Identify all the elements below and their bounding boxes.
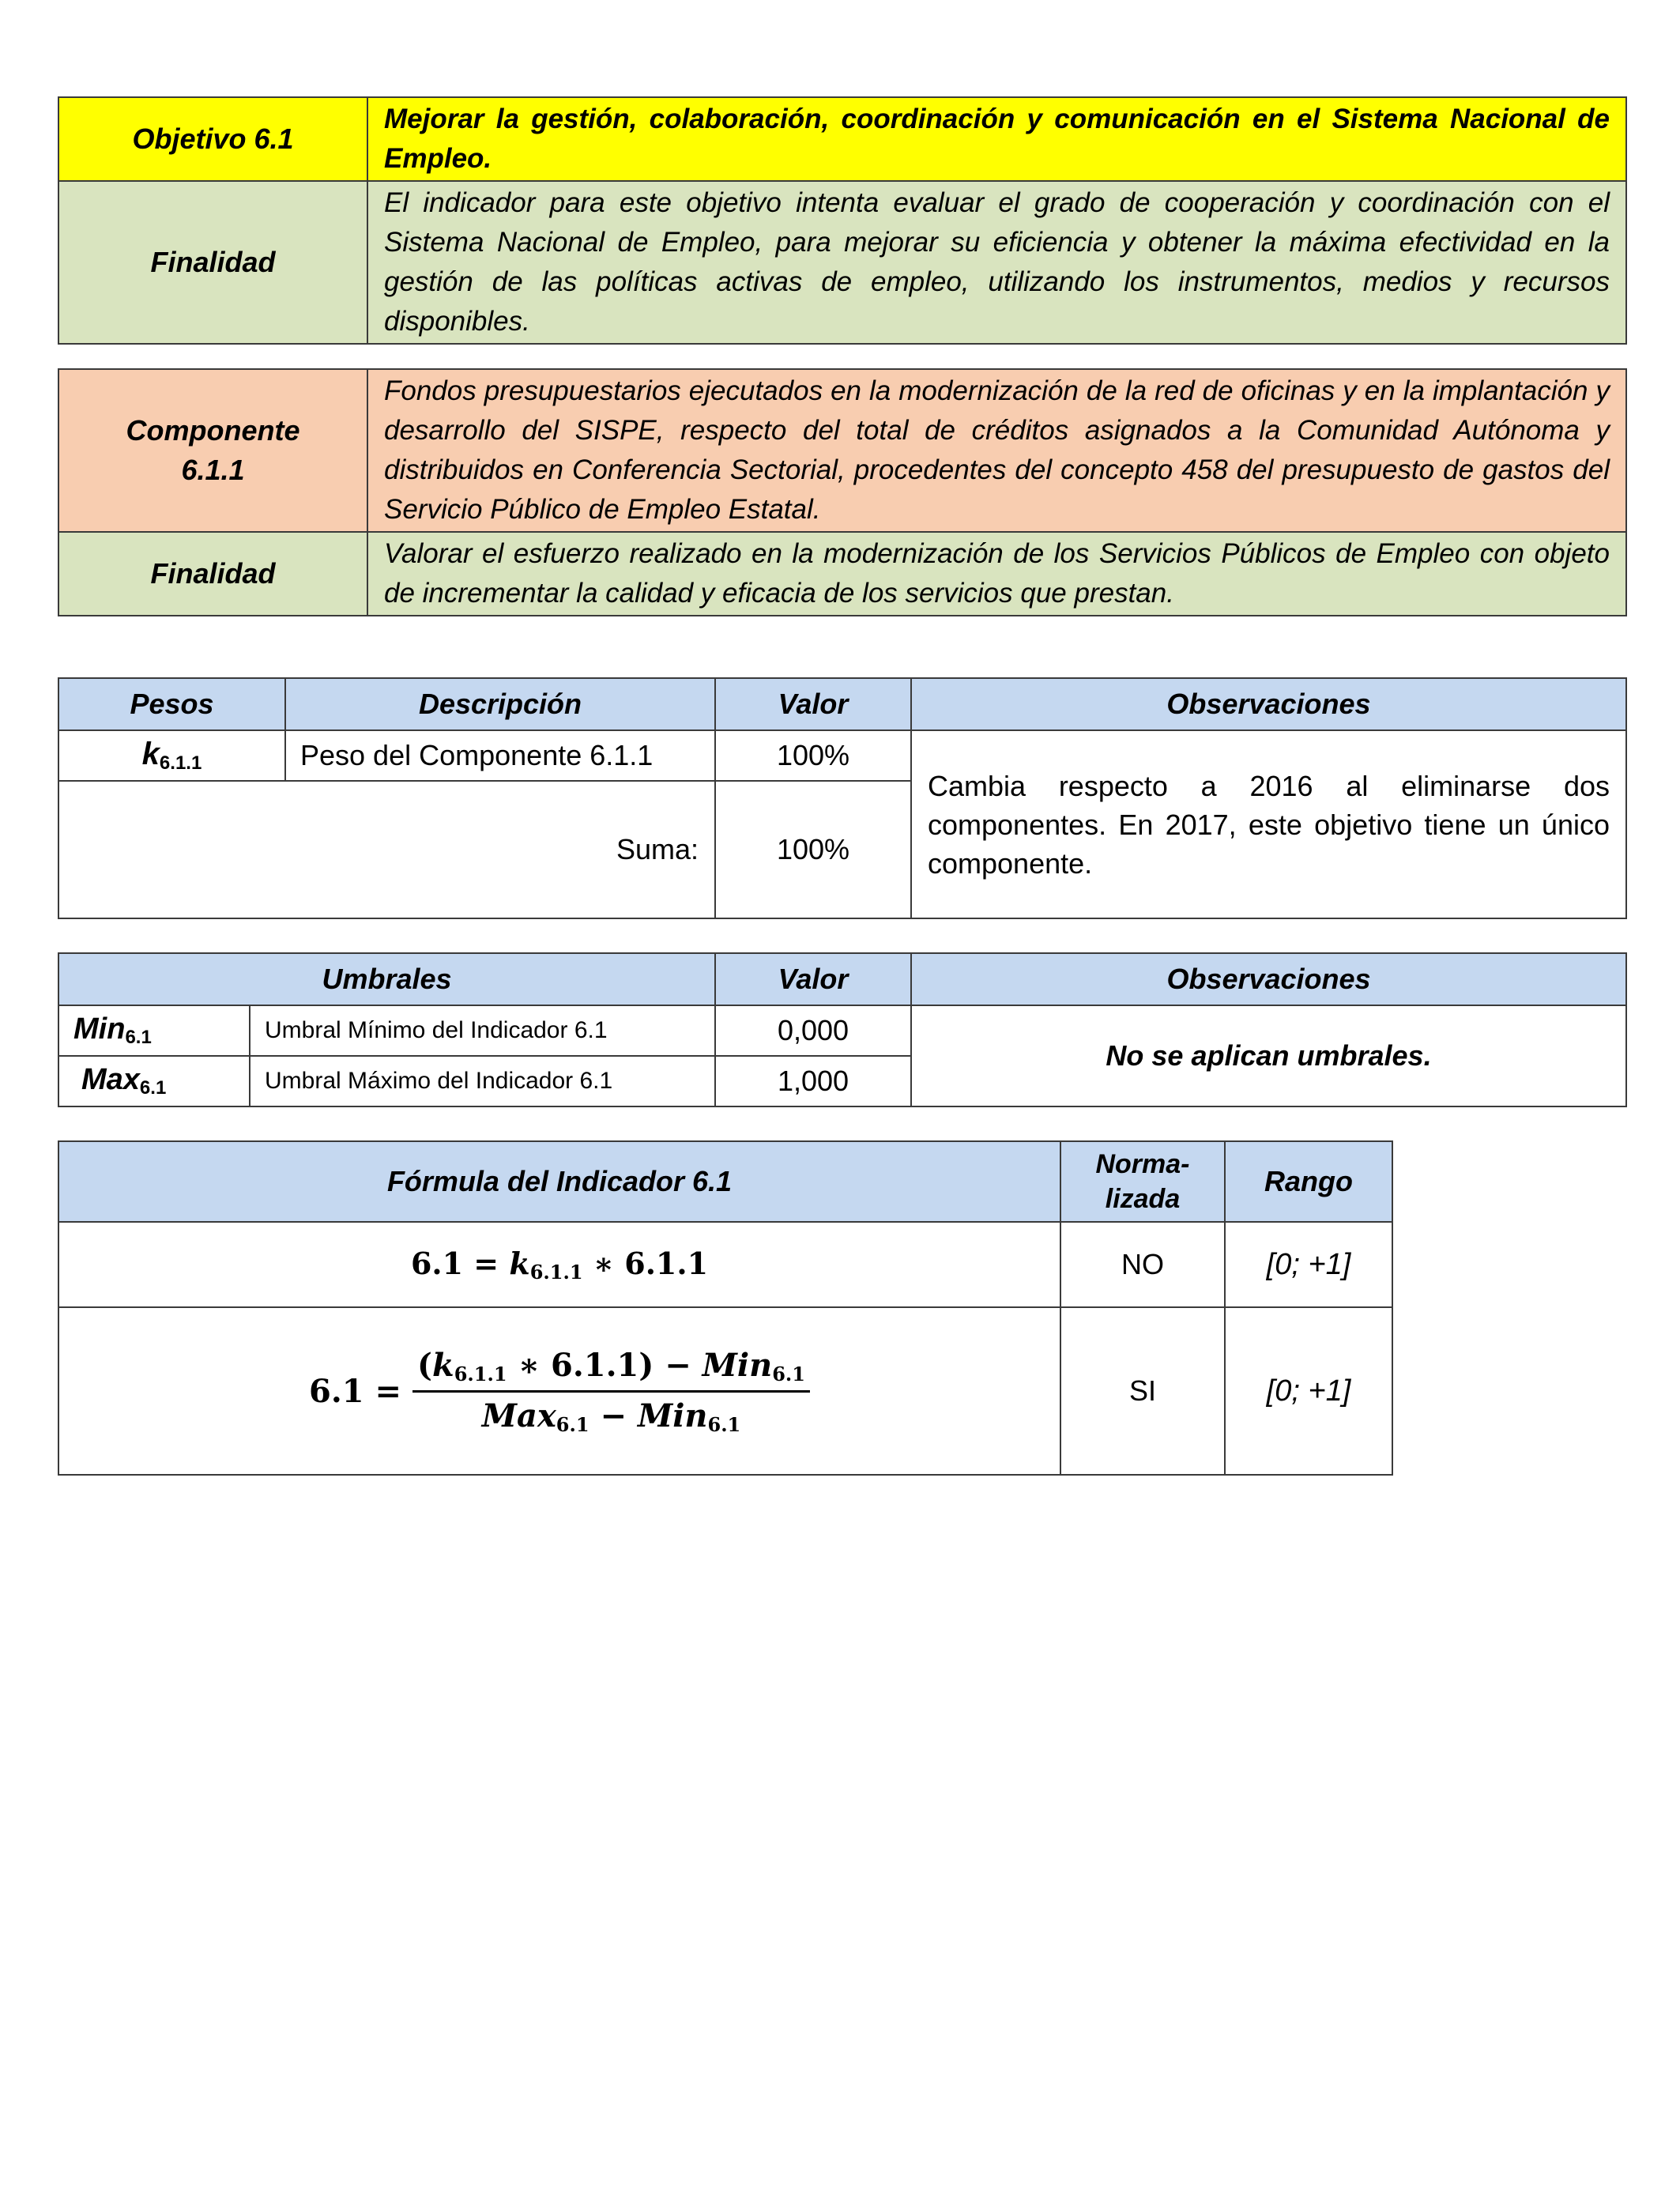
umbral-min-symbol-text: Min bbox=[73, 1012, 126, 1046]
peso-symbol-sub: 6.1.1 bbox=[159, 752, 202, 774]
eq2-den-minus: − bbox=[589, 1397, 638, 1434]
umbrales-table bbox=[58, 952, 1627, 1107]
eq2-den-minsub: 6.1 bbox=[707, 1412, 741, 1436]
umbral-min-sub: 6.1 bbox=[125, 1027, 152, 1048]
pesos-suma-valor: 100% bbox=[715, 781, 911, 918]
formula-row2-normalizada: SI bbox=[1060, 1307, 1225, 1475]
formula-row1-rango: [0; +1] bbox=[1225, 1222, 1392, 1307]
objetivo-finalidad-text: El indicador para este objetivo intenta evaluar el grado de cooperación y coordinación con el Sistema Nacional de Empleo, para mejorar su eficiencia y obtener la máxima efectividad en la gestión de las políticas activas de empleo, utilizando los instrumentos, medios y recursos disponibles. bbox=[367, 181, 1626, 344]
umbral-max-descripcion: Umbral Máximo del Indicador 6.1 bbox=[250, 1056, 715, 1106]
umbral-max-sub: 6.1 bbox=[139, 1077, 167, 1099]
formula-table bbox=[58, 1140, 1393, 1476]
eq1-k: k bbox=[509, 1246, 530, 1281]
eq2-denominator bbox=[477, 1393, 746, 1436]
pesos-table bbox=[58, 677, 1627, 919]
eq2-ksub: 6.1.1 bbox=[454, 1362, 507, 1385]
eq2-den-max: Max bbox=[481, 1397, 556, 1434]
componente-table bbox=[58, 368, 1627, 616]
formula-row2-rango: [0; +1] bbox=[1225, 1307, 1392, 1475]
umbral-min-symbol bbox=[58, 1005, 250, 1056]
componente-text: Fondos presupuestarios ejecutados en la modernización de la red de oficinas y en la implantación y desarrollo del SISPE, respecto del total de créditos asignados a la Comunidad Autónoma y distribuidos en Conferencia Sectorial, procedentes del concepto 458 del presupuesto de gastos del Servicio Público de Empleo Estatal. bbox=[367, 369, 1626, 532]
eq1-lhs: 6.1 = bbox=[410, 1246, 499, 1281]
formula-header-norm-line2: lizada bbox=[1105, 1184, 1181, 1214]
componente-finalidad-label: Finalidad bbox=[58, 532, 367, 616]
formula-eq2 bbox=[58, 1307, 1060, 1475]
peso-valor: 100% bbox=[715, 730, 911, 781]
umbrales-header-valor: Valor bbox=[715, 953, 911, 1005]
objetivo-table bbox=[58, 96, 1627, 345]
eq2-minsub: 6.1 bbox=[772, 1362, 805, 1385]
eq2-fraction bbox=[412, 1347, 810, 1436]
eq2-den-min: Min bbox=[637, 1397, 708, 1434]
umbral-max-valor: 1,000 bbox=[715, 1056, 911, 1106]
formula-header-norm-line1: Norma- bbox=[1095, 1149, 1190, 1179]
umbral-min-valor: 0,000 bbox=[715, 1005, 911, 1056]
componente-label-line1: Componente bbox=[126, 414, 300, 447]
umbrales-header-observaciones: Observaciones bbox=[911, 953, 1626, 1005]
umbrales-observaciones: No se aplican umbrales. bbox=[911, 1005, 1626, 1106]
formula-header-formula: Fórmula del Indicador 6.1 bbox=[58, 1141, 1060, 1222]
eq2-k: k bbox=[431, 1346, 454, 1384]
componente-finalidad-text: Valorar el esfuerzo realizado en la modernización de los Servicios Públicos de Empleo con objeto de incrementar la calidad y eficacia de los servicios que prestan. bbox=[367, 532, 1626, 616]
peso-symbol bbox=[58, 730, 285, 781]
pesos-suma-label: Suma: bbox=[58, 781, 715, 918]
peso-descripcion: Peso del Componente 6.1.1 bbox=[285, 730, 715, 781]
formula-eq1-expr bbox=[410, 1246, 709, 1284]
formula-row1-normalizada: NO bbox=[1060, 1222, 1225, 1307]
eq2-lhs: 6.1 = bbox=[309, 1372, 402, 1410]
umbral-max-symbol bbox=[58, 1056, 250, 1106]
umbral-max-symbol-text: Max bbox=[81, 1063, 140, 1096]
pesos-header-pesos: Pesos bbox=[58, 678, 285, 730]
formula-header-normalizada bbox=[1060, 1141, 1225, 1222]
pesos-header-valor: Valor bbox=[715, 678, 911, 730]
pesos-header-observaciones: Observaciones bbox=[911, 678, 1626, 730]
formula-eq2-expr bbox=[309, 1347, 810, 1436]
formula-eq1 bbox=[58, 1222, 1060, 1307]
objetivo-label: Objetivo 6.1 bbox=[58, 97, 367, 181]
componente-label-line2: 6.1.1 bbox=[181, 454, 245, 486]
formula-header-rango: Rango bbox=[1225, 1141, 1392, 1222]
umbrales-header-umbrales: Umbrales bbox=[58, 953, 715, 1005]
eq1-rest: ∗ 6.1.1 bbox=[593, 1246, 709, 1281]
componente-label bbox=[58, 369, 367, 532]
eq2-numerator bbox=[412, 1347, 810, 1390]
eq2-num-open: ( bbox=[417, 1346, 432, 1384]
eq2-min: Min bbox=[702, 1346, 773, 1384]
umbral-min-descripcion: Umbral Mínimo del Indicador 6.1 bbox=[250, 1005, 715, 1056]
objetivo-text: Mejorar la gestión, colaboración, coordinación y comunicación en el Sistema Nacional de Empleo. bbox=[367, 97, 1626, 181]
eq2-den-maxsub: 6.1 bbox=[556, 1412, 590, 1436]
eq2-num-mid: ∗ 6.1.1) − bbox=[518, 1346, 703, 1384]
objetivo-finalidad-label: Finalidad bbox=[58, 181, 367, 344]
eq1-ksub: 6.1.1 bbox=[529, 1261, 583, 1284]
peso-symbol-k: k bbox=[141, 737, 160, 771]
pesos-header-descripcion: Descripción bbox=[285, 678, 715, 730]
pesos-observaciones: Cambia respecto a 2016 al eliminarse dos componentes. En 2017, este objetivo tiene un único componente. bbox=[911, 730, 1626, 918]
